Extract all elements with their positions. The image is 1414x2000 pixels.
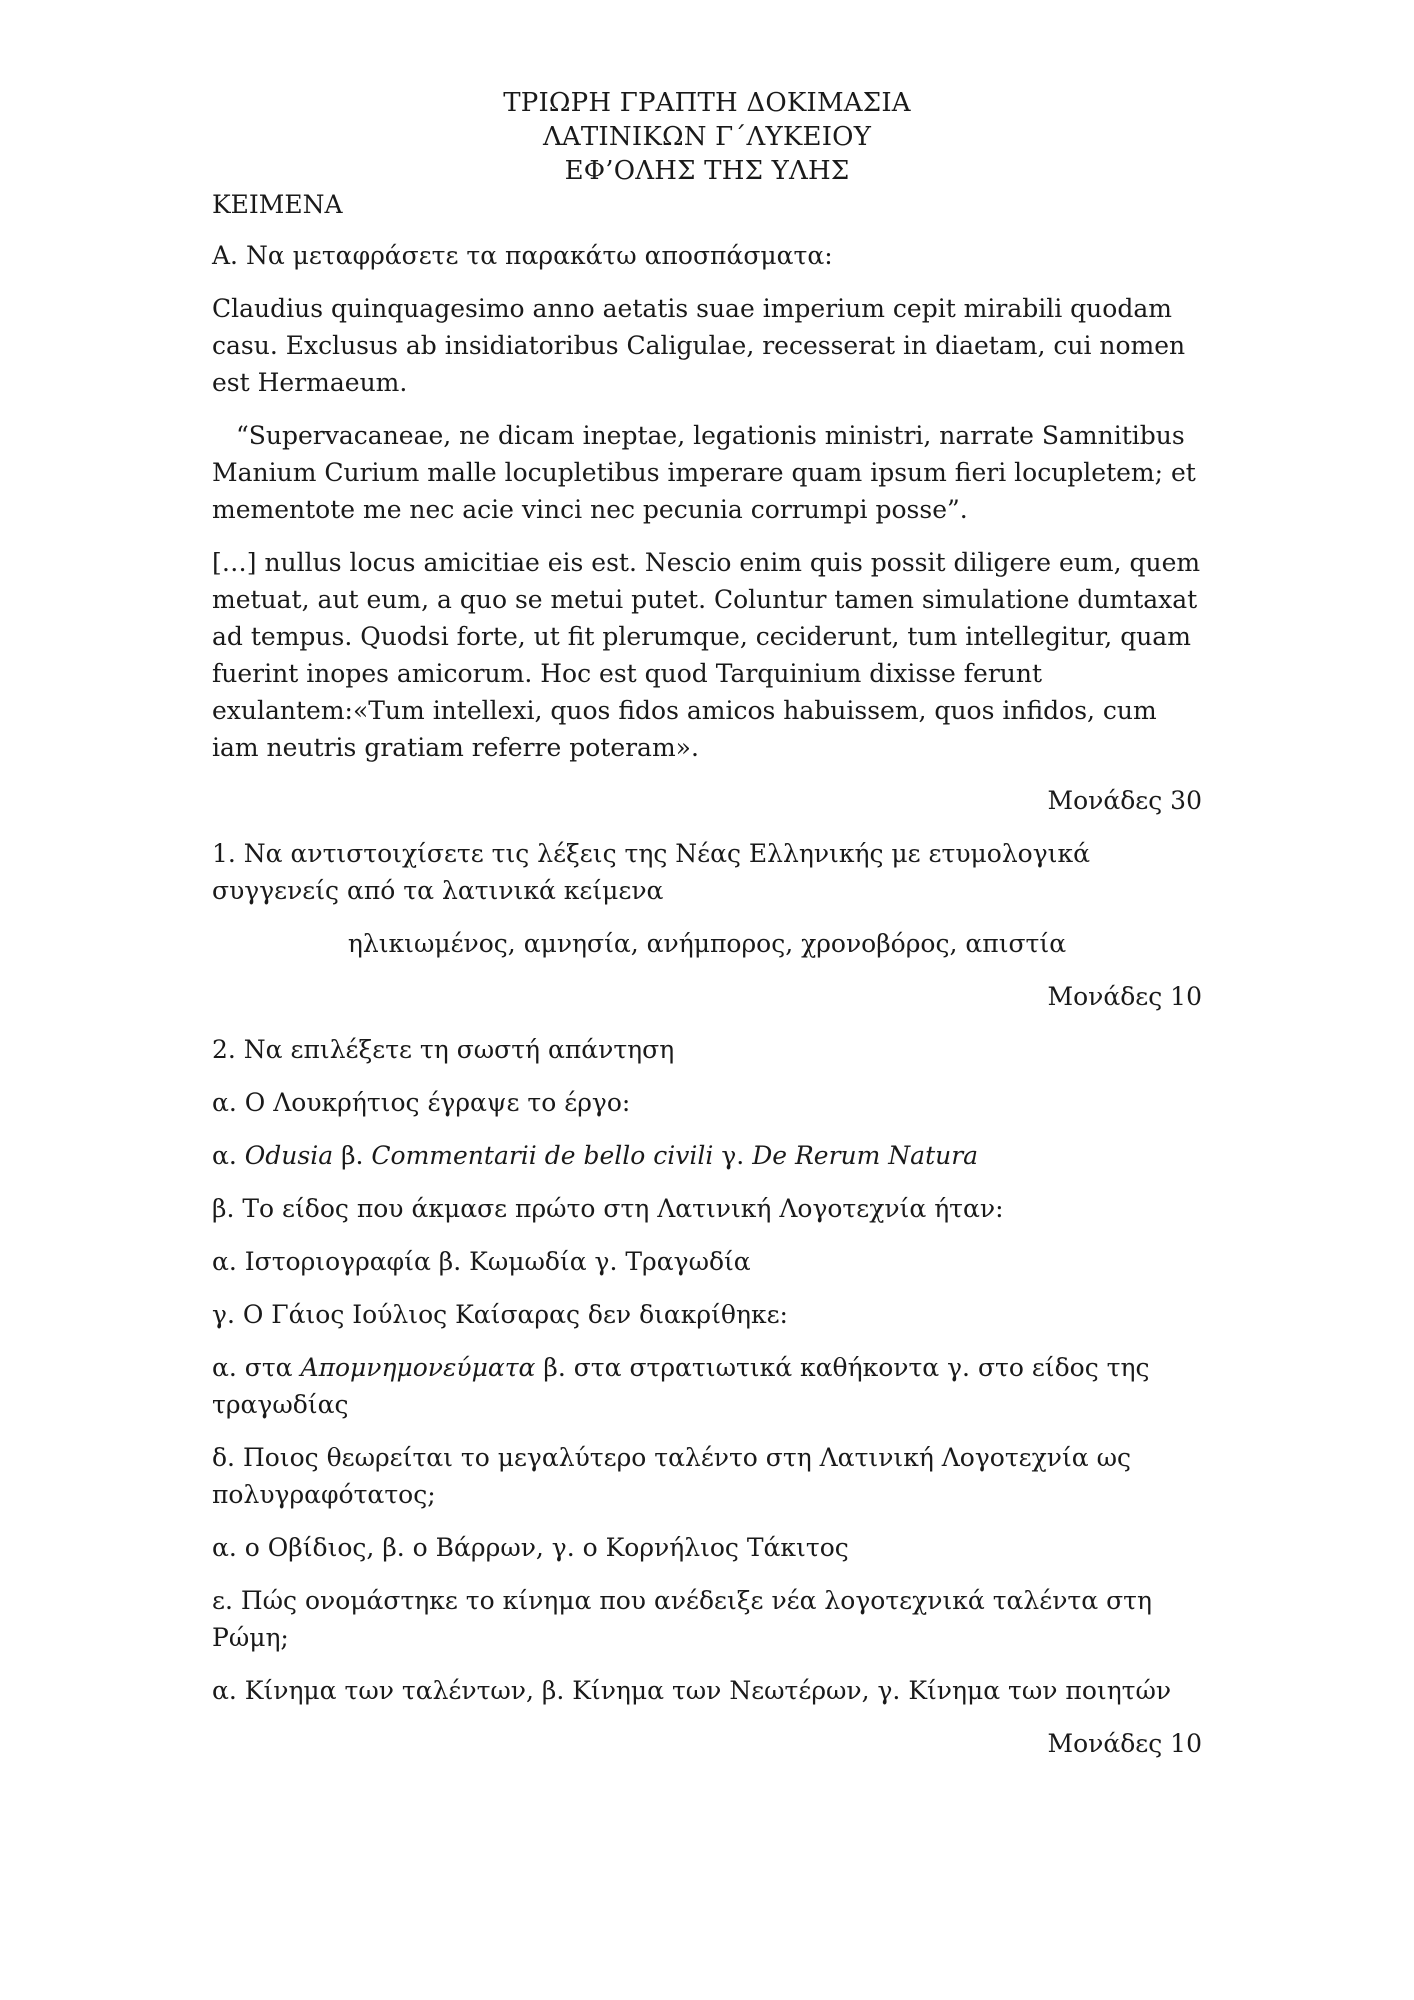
latin-text-2: “Supervacaneae, ne dicam ineptae, legationis ministri, narrate Samnitibus Manium Curium malle locupletibus imperare quam ipsum fieri locupletem; et mementote me nec acie vinci nec pecunia corrumpi posse”. <box>212 421 1196 524</box>
q2a-option-c-title: De Rerum Natura <box>752 1141 979 1170</box>
q2a-option-c-label: γ. <box>713 1141 753 1170</box>
q2e-question: ε. Πώς ονομάστηκε το κίνημα που ανέδειξε νέα λογοτεχνικά ταλέντα στη Ρώμη; <box>212 1586 1152 1652</box>
q2-points: Μονάδες 10 <box>1047 1729 1202 1758</box>
q2c-option-a-label: α. στα <box>212 1353 301 1382</box>
q2a-option-b-title: Commentarii de bello civili <box>371 1141 714 1170</box>
header-line-3: ΕΦ’ΟΛΗΣ ΤΗΣ ΥΛΗΣ <box>564 156 850 186</box>
q2c-options <box>212 1349 1202 1423</box>
q2-instruction: 2. Να επιλέξετε τη σωστή απάντηση <box>212 1035 675 1064</box>
q2c-option-rest: β. στα στρατιωτικά καθήκοντα γ. στο είδος της τραγωδίας <box>212 1353 1150 1419</box>
q2e-options: α. Κίνημα των ταλέντων, β. Κίνημα των Νεωτέρων, γ. Κίνημα των ποιητών <box>212 1676 1172 1705</box>
part-a-points: Μονάδες 30 <box>1047 786 1202 815</box>
q2b-question: β. Το είδος που άκμασε πρώτο στη Λατινική Λογοτεχνία ήταν: <box>212 1194 1004 1223</box>
document-body <box>212 86 1202 1778</box>
header-line-1: ΤΡΙΩΡΗ ΓΡΑΠΤΗ ΔΟΚΙΜΑΣΙΑ <box>503 88 911 118</box>
part-a-instruction: Α. Να μεταφράσετε τα παρακάτω αποσπάσματα: <box>212 241 833 270</box>
q1-points: Μονάδες 10 <box>1047 982 1202 1011</box>
q2c-question: γ. Ο Γάιος Ιούλιος Καίσαρας δεν διακρίθηκε: <box>212 1300 788 1329</box>
header-line-2: ΛΑΤΙΝΙΚΩΝ Γ΄ΛΥΚΕΙΟΥ <box>542 122 872 152</box>
latin-text-3: […] nullus locus amicitiae eis est. Nescio enim quis possit diligere eum, quem metuat, aut eum, a quo se metui putet. Coluntur tamen simulatione dumtaxat ad tempus. Quodsi forte, ut fit plerumque, ceciderunt, tum intellegitur, quam fuerint inopes amicorum. Hoc est quod Tarquinium dixisse ferunt exulantem:«Tum intellexi, quos fidos amicos habuissem, quos infidos, cum iam neutris gratiam referre poteram». <box>212 548 1201 762</box>
q2c-option-a-title: Απομνημονεύματα <box>300 1353 536 1382</box>
q1-instruction: 1. Να αντιστοιχίσετε τις λέξεις της Νέας Ελληνικής με ετυμολογικά συγγενείς από τα λατινικά κείμενα <box>212 839 1090 905</box>
q2d-options: α. ο Οβίδιος, β. ο Βάρρων, γ. ο Κορνήλιος Τάκιτος <box>212 1533 849 1562</box>
q2a-option-a-label: α. <box>212 1141 245 1170</box>
latin-text-1: Claudius quinquagesimo anno aetatis suae imperium cepit mirabili quodam casu. Exclusus ab insidiatoribus Caligulae, recesserat in diaetam, cui nomen est Hermaeum. <box>212 294 1186 397</box>
q2b-options: α. Ιστοριογραφία β. Κωμωδία γ. Τραγωδία <box>212 1247 751 1276</box>
q2d-question: δ. Ποιος θεωρείται το μεγαλύτερο ταλέντο στη Λατινική Λογοτεχνία ως πολυγραφότατος; <box>212 1443 1131 1509</box>
q2a-option-b-label: β. <box>333 1141 372 1170</box>
section-label: ΚΕΙΜΕΝΑ <box>212 190 343 219</box>
exam-header <box>212 86 1202 188</box>
q2a-question: α. Ο Λουκρήτιος έγραψε το έργο: <box>212 1088 631 1117</box>
q2a-options <box>212 1137 1202 1174</box>
q1-word-list: ηλικιωμένος, αμνησία, ανήμπορος, χρονοβόρος, απιστία <box>347 929 1067 958</box>
q2a-option-a-title: Odusia <box>244 1141 334 1170</box>
